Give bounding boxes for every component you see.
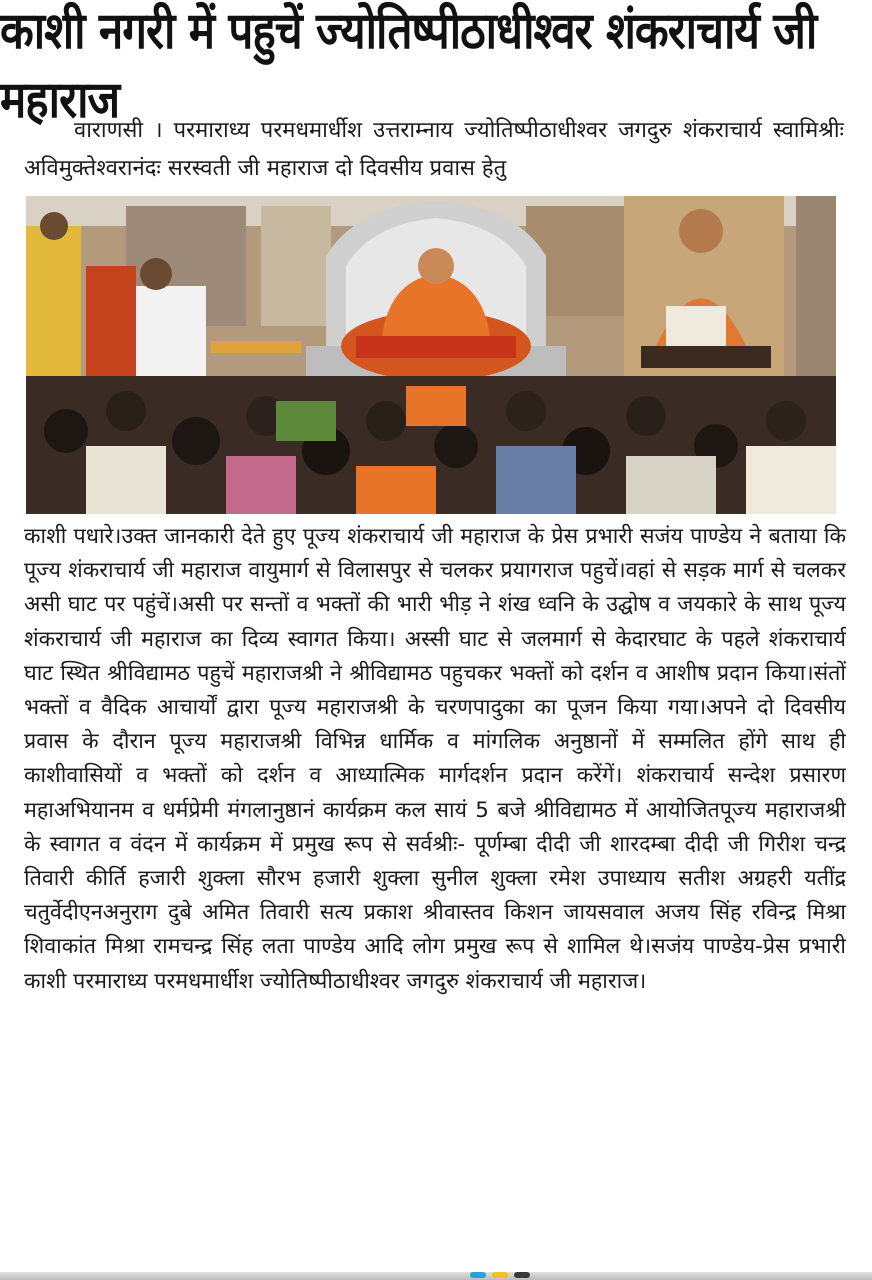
photo-illustration [26,196,836,514]
page-dots [470,1272,530,1278]
article-intro: वाराणसी । परमाराध्य परमधमार्धीश उत्तराम्नाय ज्योतिष्पीठाधीश्वर जगदुरु शंकराचार्य स्वामिश्रीः अविमुक्तेश्वरानंदः सरस्वती जी महाराज दो दिवसीय प्रवास हेतु [24,118,844,181]
dot-yellow [492,1272,508,1278]
dot-dark [514,1272,530,1278]
dot-blue [470,1272,486,1278]
headline: काशी नगरी में पहुचें ज्योतिष्पीठाधीश्वर शंकराचार्य जी महाराज [0,2,817,130]
article-body: काशी पधारे।उक्त जानकारी देते हुए पूज्य शंकराचार्य जी महाराज के प्रेस प्रभारी सजंय पाण्डेय ने बताया कि पूज्य शंकराचार्य जी महाराज वायुमार्ग से विलासपुर से चलकर प्रयागराज पहुचें।वहां से सड़क मार्ग से चलकर असी घाट पर पहुंचें।असी पर सन्तों व भक्तों की भारी भीड़ ने शंख ध्वनि के उद्घोष व जयकारे के साथ पूज्य शंकराचार्य जी महाराज का दिव्य स्वागत किया। अस्सी घाट से जलमार्ग से केदारघाट के पहले शंकराचार्य घाट स्थित श्रीविद्यामठ पहुचें महाराजश्री ने श्रीविद्यामठ पहुचकर भक्तों को दर्शन व आशीष प्रदान किया।संतों भक्तों व वैदिक आचार्यों द्वारा पूज्य महाराजश्री के चरणपादुका का पूजन किया गया।अपने दो दिवसीय प्रवास के दौरान पूज्य महाराजश्री विभिन्न धार्मिक व मांगलिक अनुष्ठानों में सम्मलित होंगे साथ ही काशीवासियों व भक्तों को दर्शन व आध्यात्मिक मार्गदर्शन प्रदान करेंगें। शंकराचार्य सन्देश प्रसारण महाअभियानम व धर्मप्रेमी मंगलानुष्ठानं कार्यक्रम कल सायं 5 बजे श्रीविद्यामठ में आयोजितपूज्य महाराजश्री के स्वागत व वंदन में कार्यक्रम में प्रमुख रूप से सर्वश्रीः- पूर्णम्बा दीदी जी शारदम्बा दीदी जी गिरीश चन्द्र तिवारी कीर्ति हजारी शुक्ला सौरभ हजारी शुक्ला सुनील शुक्ला रमेश उपाध्याय सतीश अग्रहरी यतींद्र चतुर्वेदीएनअनुराग दुबे अमित तिवारी सत्य प्रकाश श्रीवास्तव किशन जायसवाल अजय सिंह रविन्द्र मिश्रा शिवाकांत मिश्रा रामचन्द्र सिंह लता पाण्डेय आदि लोग प्रमुख रूप से शामिल थे।सजंय पाण्डेय-प्रेस प्रभारी काशी परमाराध्य परमधमार्धीश ज्योतिष्पीठाधीश्वर जगदुरु शंकराचार्य जी महाराज। [24,524,846,994]
news-photo [26,196,836,514]
bottom-edge [0,1272,872,1280]
